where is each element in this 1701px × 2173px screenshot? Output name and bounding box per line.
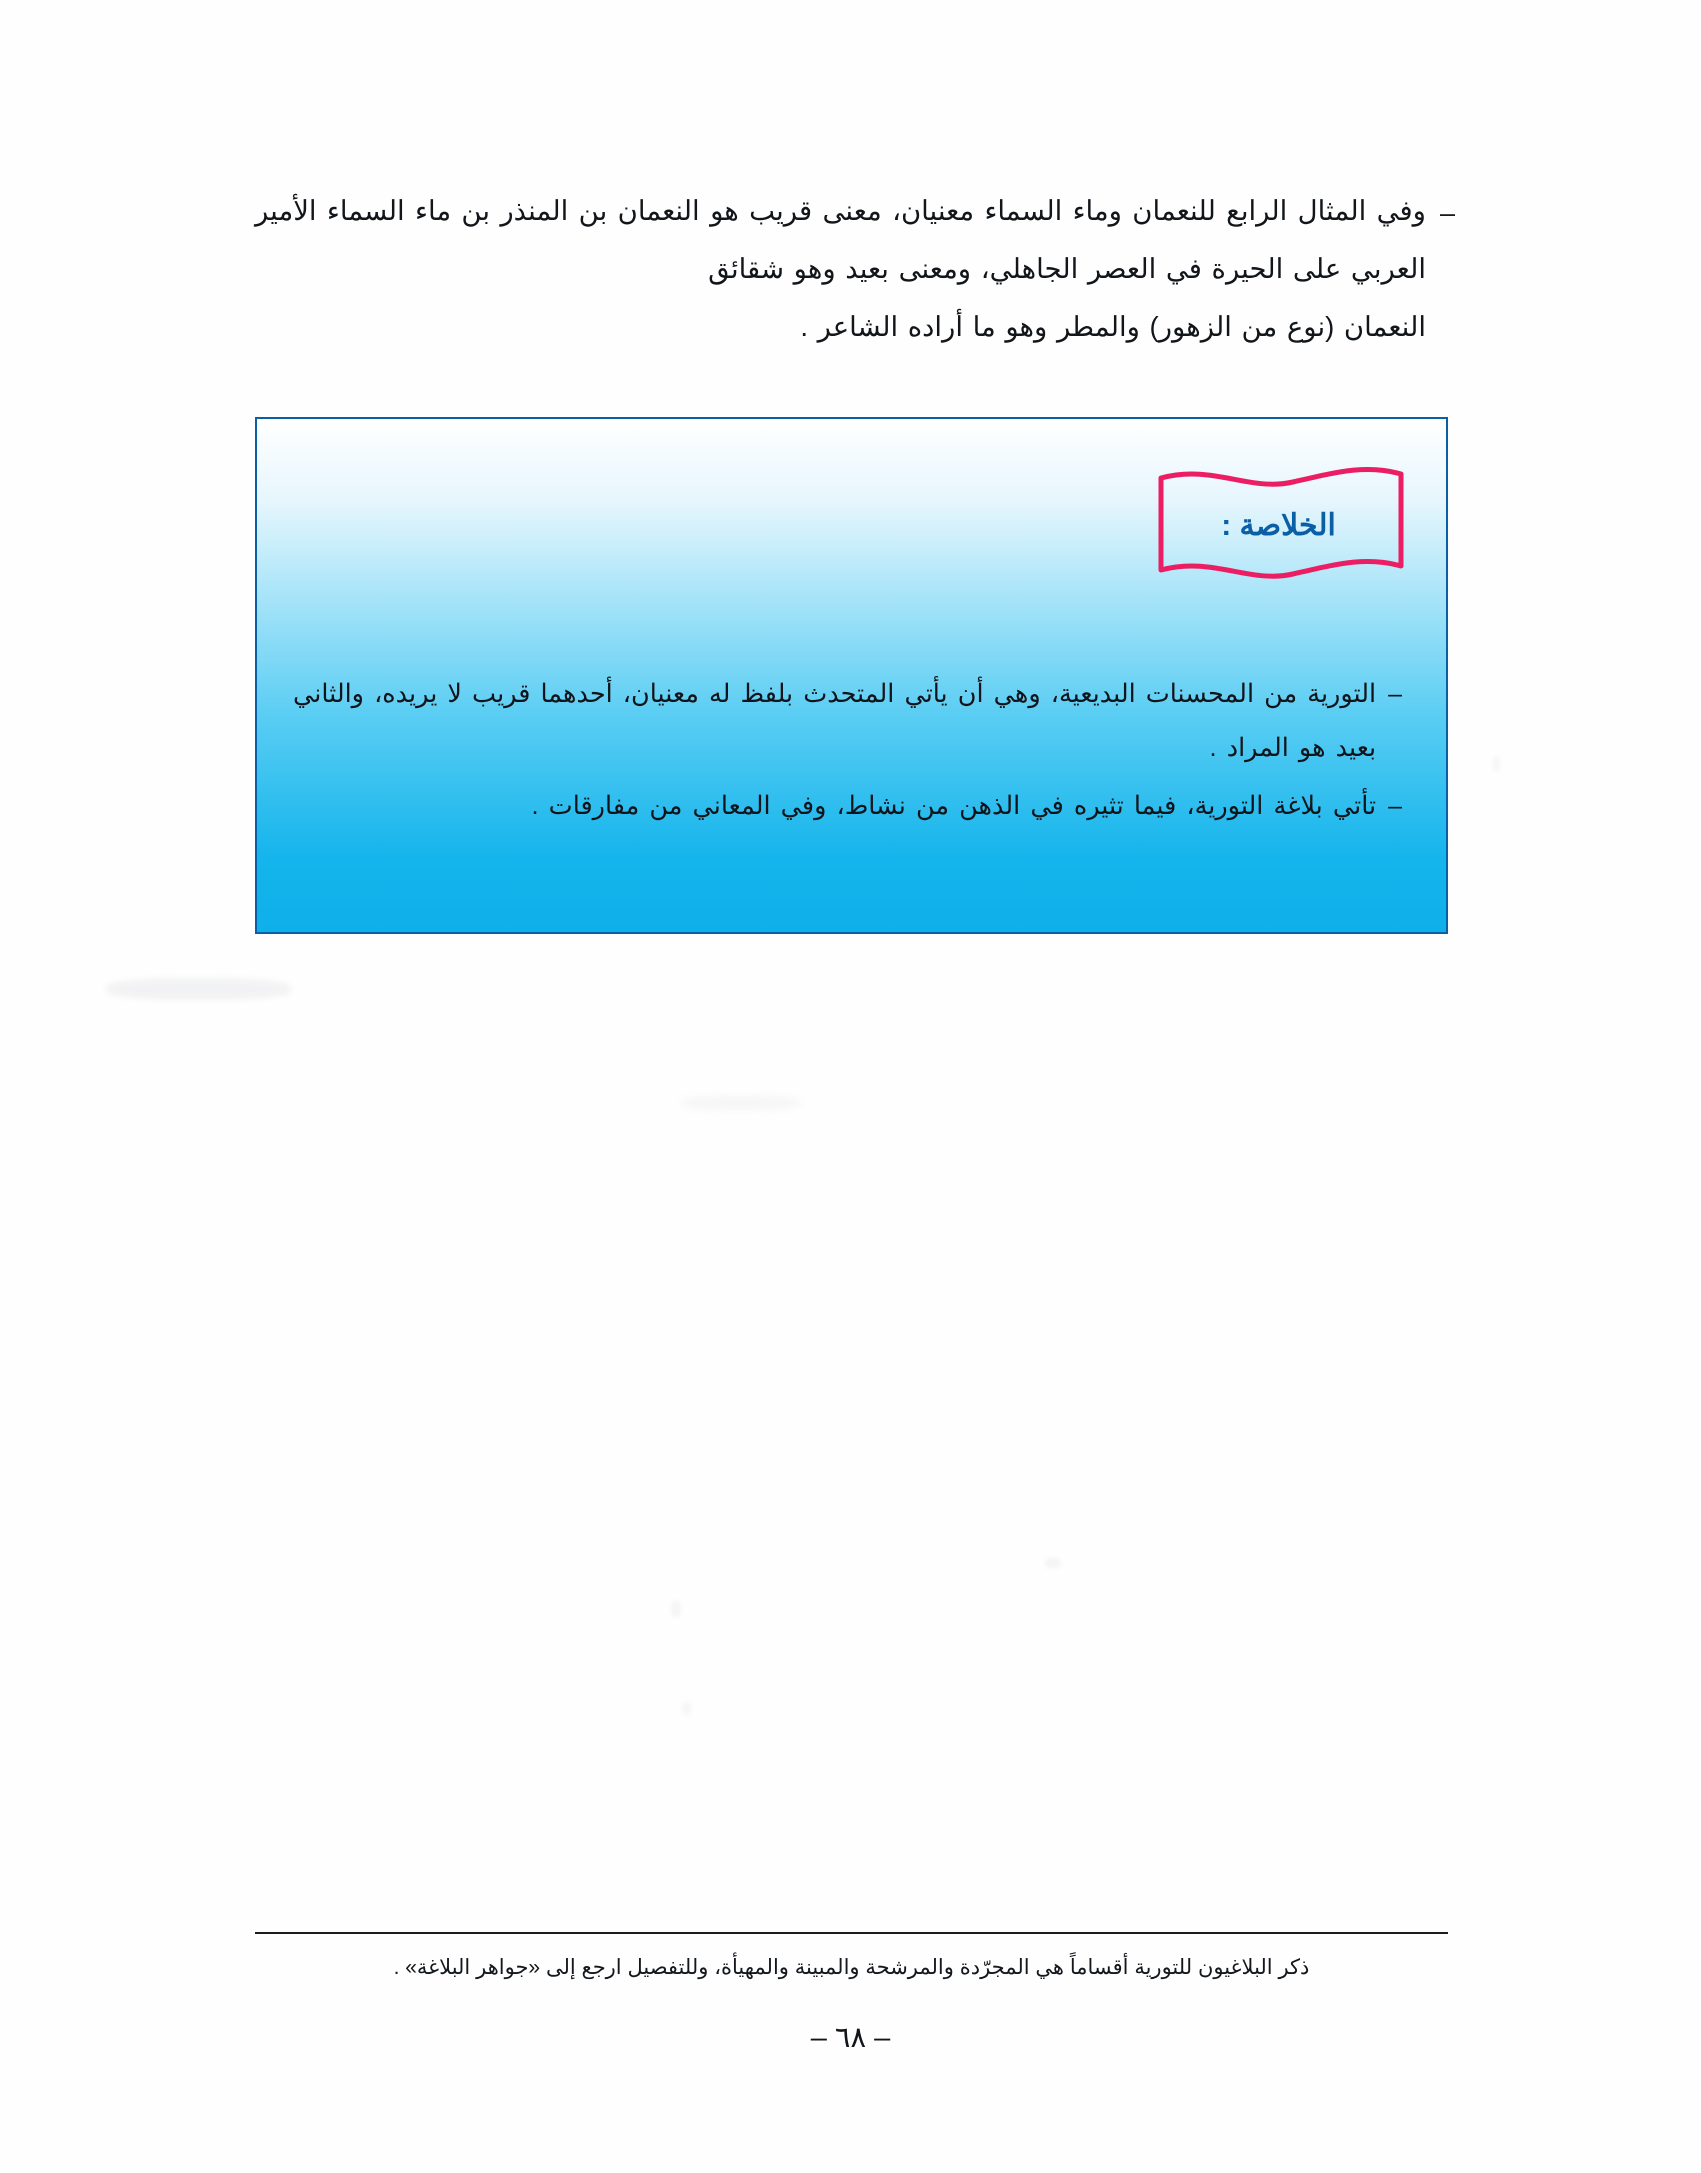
scan-artifact xyxy=(682,1702,691,1715)
list-item-dash: – xyxy=(1388,680,1402,708)
footnote-text: ذكر البلاغيون للتورية أقساماً هي المجرّدة والمرشحة والمبينة والمهيأة، وللتفصيل ارجع إلى «جواهر البلاغة» . xyxy=(393,1956,1310,1979)
list-item-dash: – xyxy=(1388,792,1402,820)
intro-text xyxy=(255,182,1426,356)
scan-artifact xyxy=(1493,756,1500,772)
flag-banner xyxy=(1153,462,1408,592)
list-item-text: تأتي بلاغة التورية، فيما تثيره في الذهن من نشاط، وفي المعاني من مفارقات . xyxy=(531,792,1377,820)
intro-row xyxy=(255,182,1455,356)
page-number: – ٦٨ – xyxy=(810,2022,891,2054)
scan-artifact xyxy=(106,978,291,1000)
list-item xyxy=(293,779,1402,833)
scan-artifact xyxy=(671,1601,681,1617)
list-item xyxy=(293,667,1402,775)
scan-artifact xyxy=(681,1096,801,1110)
intro-text-main: وفي المثال الرابع للنعمان وماء السماء معنيان، معنى قريب هو النعمان بن المنذر بن ماء السماء الأمير العربي على الحيرة في العصر الجاهلي، ومعنى بعيد وهو شقائق xyxy=(255,195,1426,284)
footnote-divider xyxy=(255,1932,1448,1934)
intro-bullet-dash: – xyxy=(1439,198,1455,228)
summary-title: الخلاصة : xyxy=(1221,509,1336,542)
summary-box xyxy=(255,417,1448,934)
intro-text-last-line: النعمان (نوع من الزهور) والمطر وهو ما أراده الشاعر . xyxy=(800,311,1426,342)
intro-paragraph xyxy=(255,182,1455,356)
summary-list xyxy=(293,667,1402,837)
scan-artifact xyxy=(1045,1558,1061,1568)
list-item-text: التورية من المحسنات البديعية، وهي أن يأتي المتحدث بلفظ له معنيان، أحدهما قريب لا يريده، والثاني بعيد هو المراد . xyxy=(293,680,1377,762)
